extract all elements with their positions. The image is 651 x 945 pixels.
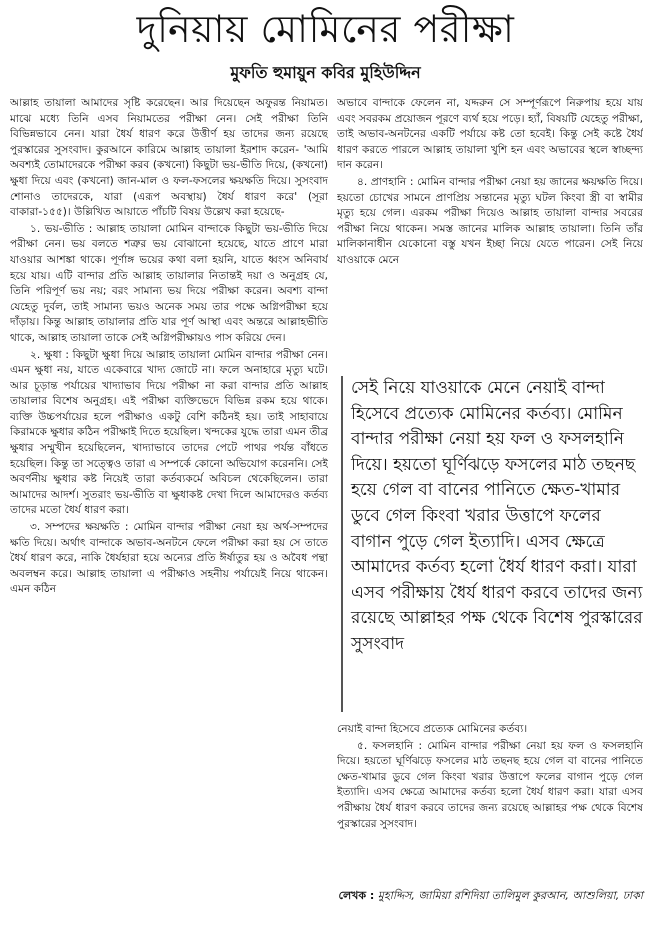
pull-quote: সেই নিয়ে যাওয়াকে মেনে নেয়াই বান্দা হিসেবে প্রত্যেক মোমিনের কর্তব্য। মোমিন বান্দার পরীক্ষা নেয়া হয় ফল ও ফসলহানি দিয়ে। হয়তো ঘূর্ণিঝড়ে ফসলের মাঠ তছনছ হয়ে গেল বা বানের পানিতে ক্ষেত-খামার ডুবে গেল কিংবা খরার উত্তাপে ফলের বাগান পুড়ে গেল ইত্যাদি। এসব ক্ষেত্রে আমাদের কর্তব্য হলো ধৈর্য ধারণ করা। যারা এসব পরীক্ষায় ধৈর্য ধারণ করবে তাদের জন্য রয়েছে আল্লাহর পক্ষ থেকে বিশেষ পুরস্কারের সুসংবাদ	[341, 376, 645, 712]
section-life-paragraph: ৪. প্রাণহানি : মোমিন বান্দার পরীক্ষা নেয়া হয় জানের ক্ষয়ক্ষতি দিয়ে। হয়তো চোখের সামনে প্রাণপ্রিয় সন্তানের মৃত্যু ঘটল কিংবা স্ত্রী বা স্বামীর মৃত্যু হয়ে গেল। এরকম পরীক্ষা দিয়েও আল্লাহ তায়ালা বান্দার সবরের পরীক্ষা নিয়ে থাকেন। সমস্ত জানের মালিক আল্লাহ তায়ালা। তিনি তাঁর মালিকানাধীন যেকোনো বস্তু যখন ইচ্ছা নিয়ে যেতে পারেন। সেই নিয়ে যাওয়াকে মেনে	[337, 175, 643, 266]
author-credit	[337, 888, 643, 904]
life-continued-paragraph: নেয়াই বান্দা হিসেবে প্রত্যেক মোমিনের কর্তব্য।	[337, 723, 528, 735]
author-affiliation: মুহাদ্দিস, জামিয়া রশিদিয়া তালিমুল কুরআন, আশুলিয়া, ঢাকা	[377, 889, 643, 902]
section-fear-paragraph: ১. ভয়-ভীতি : আল্লাহ তায়ালা মোমিন বান্দাকে কিছুটা ভয়-ভীতি দিয়ে পরীক্ষা নেন। ভয় বলতে শত্রুর ভয় বোঝানো হয়েছে, যাতে প্রাণে মারা যাওয়ার আশঙ্কা থাকে। পূর্ণাঙ্গ ভয়ের কথা বলা হয়নি, যাতে ধ্বংস অনিবার্য হয়ে যায়। এটি বান্দার প্রতি আল্লাহ তায়ালার নিতান্তই দয়া ও অনুগ্রহ যে, তিনি পরিপূর্ণ ভয় নয়; বরং সামান্য ভয় দিয়ে পরীক্ষা করেন। অবশ্য বান্দা যেহেতু দুর্বল, তাই সামান্য ভয়ও অনেক সময় তার পক্ষে অগ্নিপরীক্ষা হয়ে দাঁড়ায়। কিন্তু আল্লাহ তায়ালার প্রতি যার পূর্ণ আস্থা এবং অন্তরে আল্লাহভীতি থাকে, আল্লাহ তায়ালা তাকে সেই অগ্নিপরীক্ষায়ও পাস করিয়ে দেন।	[10, 222, 328, 344]
author-label: লেখক :	[338, 889, 375, 902]
section-wealth-paragraph: ৩. সম্পদের ক্ষয়ক্ষতি : মোমিন বান্দার পরীক্ষা নেয়া হয় অর্থ-সম্পদের ক্ষতি দিয়ে। অর্থাৎ বান্দাকে অভাব-অনটনে ফেলে পরীক্ষা করা হয় সে তাতে ধৈর্য ধারণ করে, নাকি ধৈর্যহারা হয়ে অন্যের প্রতি ঈর্ষাতুর হয় ও অবৈধ পন্থা অবলম্বন করে। আল্লাহ তায়ালা এ পরীক্ষাও সহনীয় পর্যায়েই নিয়ে থাকেন। এমন কঠিন	[10, 521, 328, 596]
article-byline: মুফতি হুমায়ুন কবির মুহিউদ্দিন	[230, 63, 421, 82]
right-column-bottom	[337, 722, 643, 880]
right-column-top	[337, 96, 643, 352]
section-hunger-paragraph: ২. ক্ষুধা : কিছুটা ক্ষুধা দিয়ে আল্লাহ তায়ালা মোমিন বান্দার পরীক্ষা নেন। এমন ক্ষুধা নয়, যাতে একেবারে খাদ্য জোটে না। ফলে অনাহারে মৃত্যু ঘটে। আর চূড়ান্ত পর্যায়ের খাদ্যাভাব দিয়ে পরীক্ষা না করা বান্দার প্রতি আল্লাহ তায়ালার বিশেষ অনুগ্রহ। এই পরীক্ষা ব্যক্তিভেদে বিভিন্ন রকম হয়ে থাকে। ব্যক্তি উচ্চপর্যায়ের হলে পরীক্ষাও একটু বেশি কঠিনই হয়। তাই সাহাবায়ে কিরামকে ক্ষুধার কঠিন পরীক্ষাই দিতে হয়েছিল। খন্দকের যুদ্ধে তারা এমন তীব্র ক্ষুধার সম্মুখীন হয়েছিলেন, খাদ্যাভাবে তাদের পেটে পাথর পর্যন্ত বাঁধতে হয়েছিল। কিন্তু তা সত্ত্বেও তারা এ সম্পর্কে কোনো অভিযোগ করেননি। সেই অবর্ণনীয় ক্ষুধার কষ্ট নিয়েই তারা কর্তব্যকর্মে অবিচল থেকেছিলেন। তারা আমাদের আদর্শ। সুতরাং ভয়-ভীতি বা ক্ষুধাকষ্ট দেখা দিলে আমাদেরও কর্তব্য তাদের মতো ধৈর্য ধারণ করা।	[10, 348, 328, 517]
article-title: দুনিয়ায় মোমিনের পরীক্ষা	[136, 7, 515, 51]
wealth-continued-paragraph: অভাবে বান্দাকে ফেলেন না, যদ্দরুন সে সম্পূর্ণরূপে নিরুপায় হয়ে যায় এবং সবরকম প্রয়োজন পূরণে ব্যর্থ হয়ে পড়ে। হ্যাঁ, বিষয়টি যেহেতু পরীক্ষা, তাই অভাব-অনটনের একটি পর্যায়ে কষ্ট তো হবেই। কিন্তু সেই কষ্টে ধৈর্য ধারণ করতে পারলে আল্লাহ তায়ালা খুশি হন এবং অভাবের স্থলে স্বাচ্ছন্দ্য দান করেন।	[337, 97, 643, 172]
section-crops-paragraph: ৫. ফসলহানি : মোমিন বান্দার পরীক্ষা নেয়া হয় ফল ও ফসলহানি দিয়ে। হয়তো ঘূর্ণিঝড়ে ফসলের মাঠ তছনছ হয়ে গেল বা বানের পানিতে ক্ষেত-খামার ডুবে গেল কিংবা খরার উত্তাপে ফলের বাগান পুড়ে গেল ইত্যাদি। এসব ক্ষেত্রে আমাদের কর্তব্য হলো ধৈর্য ধারণ করা। যারা এসব পরীক্ষায় ধৈর্য ধারণ করবে তাদের জন্য রয়েছে আল্লাহর পক্ষ থেকে বিশেষ পুরস্কারের সুসংবাদ।	[337, 739, 643, 830]
intro-paragraph: আল্লাহ তায়ালা আমাদের সৃষ্টি করেছেন। আর দিয়েছেন অফুরন্ত নিয়ামত। মাঝে মধ্যে তিনি এসব নিয়ামতের পরীক্ষা নেন। সেই পরীক্ষা তিনি বিভিন্নভাবে নেন। যারা ধৈর্য ধারণ করে উত্তীর্ণ হয় তাদের জন্য রয়েছে পুরস্কারের সুসংবাদ। কুরআনে কারিমে আল্লাহ তায়ালা ইরশাদ করেন- 'আমি অবশ্যই তোমাদেরকে পরীক্ষা করব (কখনো) কিছুটা ভয়-ভীতি দিয়ে, (কখনো) ক্ষুধা দিয়ে এবং (কখনো) জান-মাল ও ফল-ফসলের ক্ষয়ক্ষতি দিয়ে। সুসংবাদ শোনাও তাদেরকে, যারা (এরূপ অবস্থায়) ধৈর্য ধারণ করে' (সূরা বাকারা-১৫৫)। উল্লিখিত আয়াতে পাঁচটি বিষয় উল্লেখ করা হয়েছে-	[10, 97, 328, 219]
left-column	[10, 96, 328, 936]
